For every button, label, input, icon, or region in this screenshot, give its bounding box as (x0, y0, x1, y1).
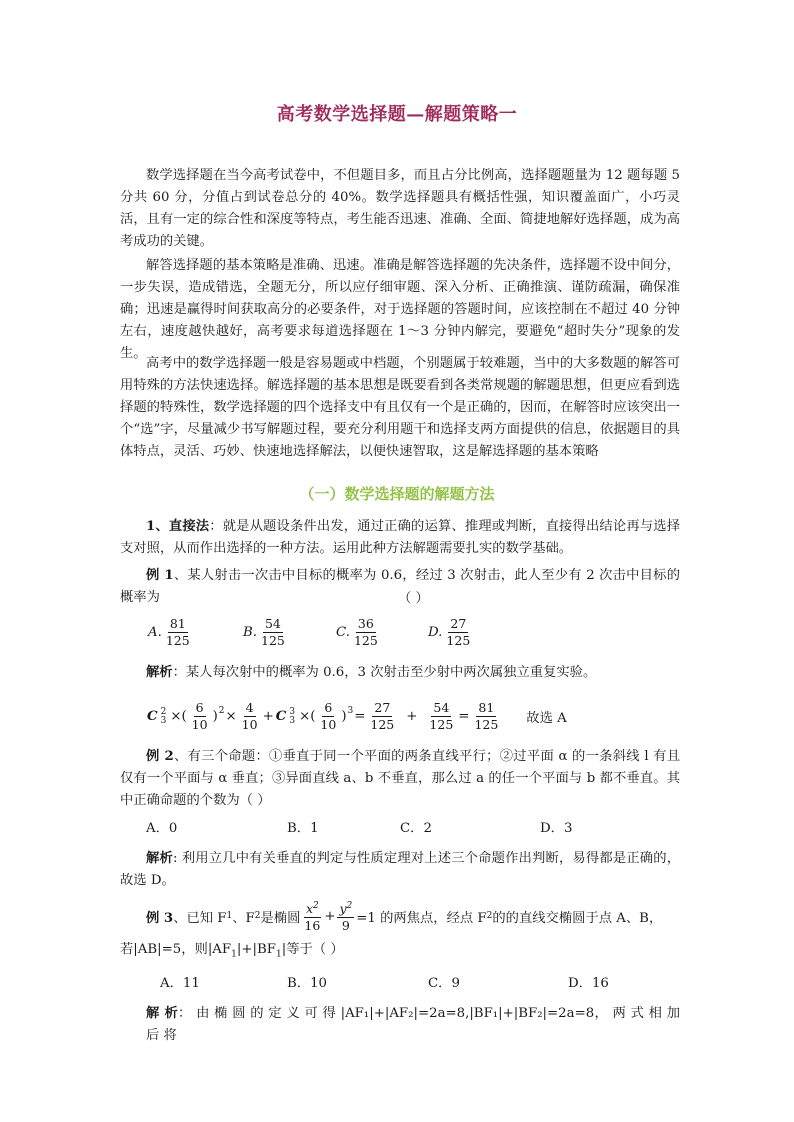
example-1-text: 、某人射击一次击中目标的概率为 0.6，经过 3 次射击，此人至少有 2 次击中目标的概率为 (120, 568, 680, 605)
formula-fraction (239, 700, 261, 733)
fraction-denominator: 9 (341, 918, 350, 934)
example-2-option-d: D．3 (540, 821, 573, 836)
example-1-option-d (428, 616, 474, 649)
option-letter: C. (336, 625, 350, 640)
analysis-text: ：某人每次射中的概率为 0.6，3 次射击至少射中两次属独立重复实验。 (172, 665, 597, 680)
example-2-text: 、有三个命题：①垂直于同一个平面的两条直线平行；②过平面 α 的一条斜线 l 有且仅有一个平面与 α 垂直；③异面直线 a、b 不垂直，那么过 a 的任一个平面与 b 都不垂直。其中正确命题的个数为（ ） (120, 749, 680, 808)
fraction-numerator (304, 898, 321, 918)
fraction-denominator: 16 (304, 918, 321, 934)
analysis-label: 解析 (146, 665, 173, 680)
combination-symbol: C (275, 709, 287, 724)
option-letter: A. (148, 625, 162, 640)
times-sign: ×( (299, 709, 316, 724)
option-fraction (352, 616, 380, 649)
fraction-numerator: 54 (264, 616, 281, 631)
fraction-denominator: 10 (241, 717, 258, 732)
option-fraction (444, 616, 472, 649)
subscript: 1 (275, 949, 282, 960)
formula-fraction (426, 700, 456, 733)
example-1-label: 例 1 (146, 568, 174, 583)
combination-symbol: C (147, 709, 158, 724)
fraction-numerator: 4 (245, 700, 254, 715)
fraction-numerator: 27 (374, 700, 391, 715)
text-fragment: 是椭圆 (260, 910, 301, 926)
exponent: 3 (347, 705, 354, 716)
combination-top: 3 (289, 706, 296, 717)
close-paren: ) (212, 709, 218, 724)
section-title: （一）数学选择题的解题方法 (299, 485, 495, 503)
formula-conclusion: 故选 A (526, 711, 567, 726)
times-sign: ×( (170, 709, 187, 724)
subscript: 2 (486, 911, 493, 922)
text-fragment: 、已知 F (173, 910, 227, 926)
combination-indices (160, 708, 168, 726)
ellipse-y-term (337, 898, 354, 934)
variable-x: x (305, 901, 314, 917)
combination-bottom: 3 (289, 715, 296, 726)
intro-paragraph-1: 数学选择题在当今高考试卷中，不但题目多，而且占分比例高，选择题题量为 12 题每题 5 分共 60 分，分值占到试卷总分的 40%。数学选择题具有概括性强，知识覆盖面广，小巧灵活，且有一定的综合性和深度等特点，考生能否迅速、准确、全面、简捷地解好选择题，成为高考成功的关键。 (120, 168, 680, 249)
equals-sign: = (354, 709, 366, 724)
fraction-denominator: 10 (191, 717, 208, 732)
option-letter: B. (243, 625, 257, 640)
exponent: 2 (346, 901, 353, 911)
combination-indices (288, 708, 296, 726)
fraction-numerator: 6 (195, 700, 204, 715)
text-fragment: 若|AB|=5，则|AF (120, 942, 232, 957)
text-fragment: 的的直线交椭圆于点 A、B， (492, 910, 663, 926)
exponent: 2 (313, 901, 319, 911)
fraction-numerator: 27 (450, 616, 467, 631)
example-3-label: 例 3 (146, 910, 174, 926)
example-3-option-a: A．11 (160, 976, 200, 991)
analysis-label: 解析 (146, 851, 173, 866)
variable-y: y (339, 901, 347, 917)
fraction-denominator: 10 (320, 717, 337, 732)
formula-fraction (189, 700, 211, 733)
formula-fraction (367, 700, 397, 733)
example-3-question-line-1 (146, 898, 680, 934)
subscript: 1 (231, 949, 237, 960)
plus-sign: + (262, 709, 274, 724)
subscript: 2 (254, 911, 261, 922)
analysis-label: 解 析 (146, 1006, 179, 1021)
example-3-question-line-2 (120, 938, 680, 960)
example-2-option-c: C．2 (400, 821, 432, 836)
fraction-numerator (337, 898, 354, 918)
equals-sign: = (458, 709, 470, 724)
fraction-denominator: 125 (429, 717, 454, 732)
option-fraction (164, 616, 192, 649)
fraction-denominator: 125 (370, 717, 395, 732)
formula-fraction (471, 700, 501, 733)
fraction-denominator: 125 (446, 633, 471, 648)
analysis-text: ： 由 椭 圆 的 定 义 可 得 |AF₁|+|AF₂|=2a=8,|BF₁|+|BF₂|=2a=8， 两 式 相 加 后 将 (146, 1006, 680, 1043)
example-3-option-c: C．9 (428, 976, 460, 991)
example-1-formula (146, 700, 568, 733)
text-fragment: |等于（ ） (281, 942, 344, 957)
example-2-analysis (120, 848, 680, 892)
fraction-numerator: 81 (478, 700, 495, 715)
example-2-question (120, 746, 680, 812)
fraction-numerator: 81 (169, 616, 186, 631)
fraction-numerator: 6 (324, 700, 333, 715)
example-1-option-b (243, 616, 289, 649)
example-2-option-b: B．1 (287, 821, 319, 836)
combination-bottom: 3 (160, 715, 167, 726)
combination-top: 2 (160, 706, 167, 717)
fraction-denominator: 125 (474, 717, 499, 732)
example-1-option-a (148, 616, 194, 649)
option-letter: D. (428, 625, 443, 640)
times-sign: × (225, 709, 237, 724)
intro-paragraph-3: 高考中的数学选择题一般是容易题或中档题，个别题属于较难题，当中的大多数题的解答可用特殊的方法快速选择。解选择题的基本思想是既要看到各类常规题的解题思想，但更应看到选择题的特殊性，数学选择题的四个选择支中有且仅有一个是正确的，因而，在解答时应该突出一个“选”字，尽量减少书写解题过程，要充分利用题干和选择支两方面提供的信息，依据题目的具体特点，灵活、巧妙、快速地选择解法，以便快速智取，这是解选择题的基本策略 (120, 356, 680, 459)
example-1-analysis (120, 662, 680, 684)
formula-fraction (317, 700, 339, 733)
method-1-paragraph (120, 516, 680, 560)
subscript: 1 (226, 911, 233, 922)
method-1-text: ：就是从题设条件出发，通过正确的运算、推理或判断，直接得出结论再与选择支对照，从而作出选择的一种方法。运用此种方法解题需要扎实的数学基础。 (120, 519, 680, 556)
example-3-option-d: D．16 (568, 976, 609, 991)
plus-sign: + (324, 908, 336, 924)
fraction-denominator: 125 (353, 633, 378, 648)
close-paren: ) (341, 709, 347, 724)
text-fragment: |+|BF (236, 942, 276, 957)
example-3-analysis (146, 1003, 680, 1047)
text-fragment: =1 的两焦点，经点 F (356, 910, 487, 926)
document-title: 高考数学选择题—解题策略一 (276, 104, 518, 125)
option-fraction (259, 616, 287, 649)
ellipse-x-term (302, 898, 322, 934)
exponent: 2 (218, 705, 225, 716)
example-3-option-b: B．10 (287, 976, 327, 991)
fraction-denominator: 125 (261, 633, 285, 648)
analysis-text: : 利用立几中有关垂直的判定与性质定理对上述三个命题作出判断，易得都是正确的，故选 D。 (120, 851, 680, 888)
method-1-label: 1、直接法 (146, 519, 210, 534)
plus-sign: + (406, 709, 418, 724)
example-1-answer-paren: （ ） (398, 591, 429, 606)
fraction-numerator: 36 (357, 616, 374, 631)
fraction-denominator: 125 (165, 633, 190, 648)
example-1-option-c (336, 616, 382, 649)
fraction-numerator: 54 (433, 700, 450, 715)
text-fragment: 、F (232, 910, 255, 926)
example-2-option-a: A．0 (146, 821, 178, 836)
example-2-label: 例 2 (146, 749, 174, 764)
intro-paragraph-2: 解答选择题的基本策略是准确、迅速。准确是解答选择题的先决条件，选择题不设中间分，一步失误，造成错选，全题无分，所以应仔细审题、深入分析、正确推演、谨防疏漏，确保准确；迅速是赢得时间获取高分的必要条件，对于选择题的答题时间，应该控制在不超过 40 分钟左右，速度越快越好，高考要求每道选择题在 1～3 分钟内解完，要避免“超时失分”现象的发生。 (120, 258, 680, 361)
